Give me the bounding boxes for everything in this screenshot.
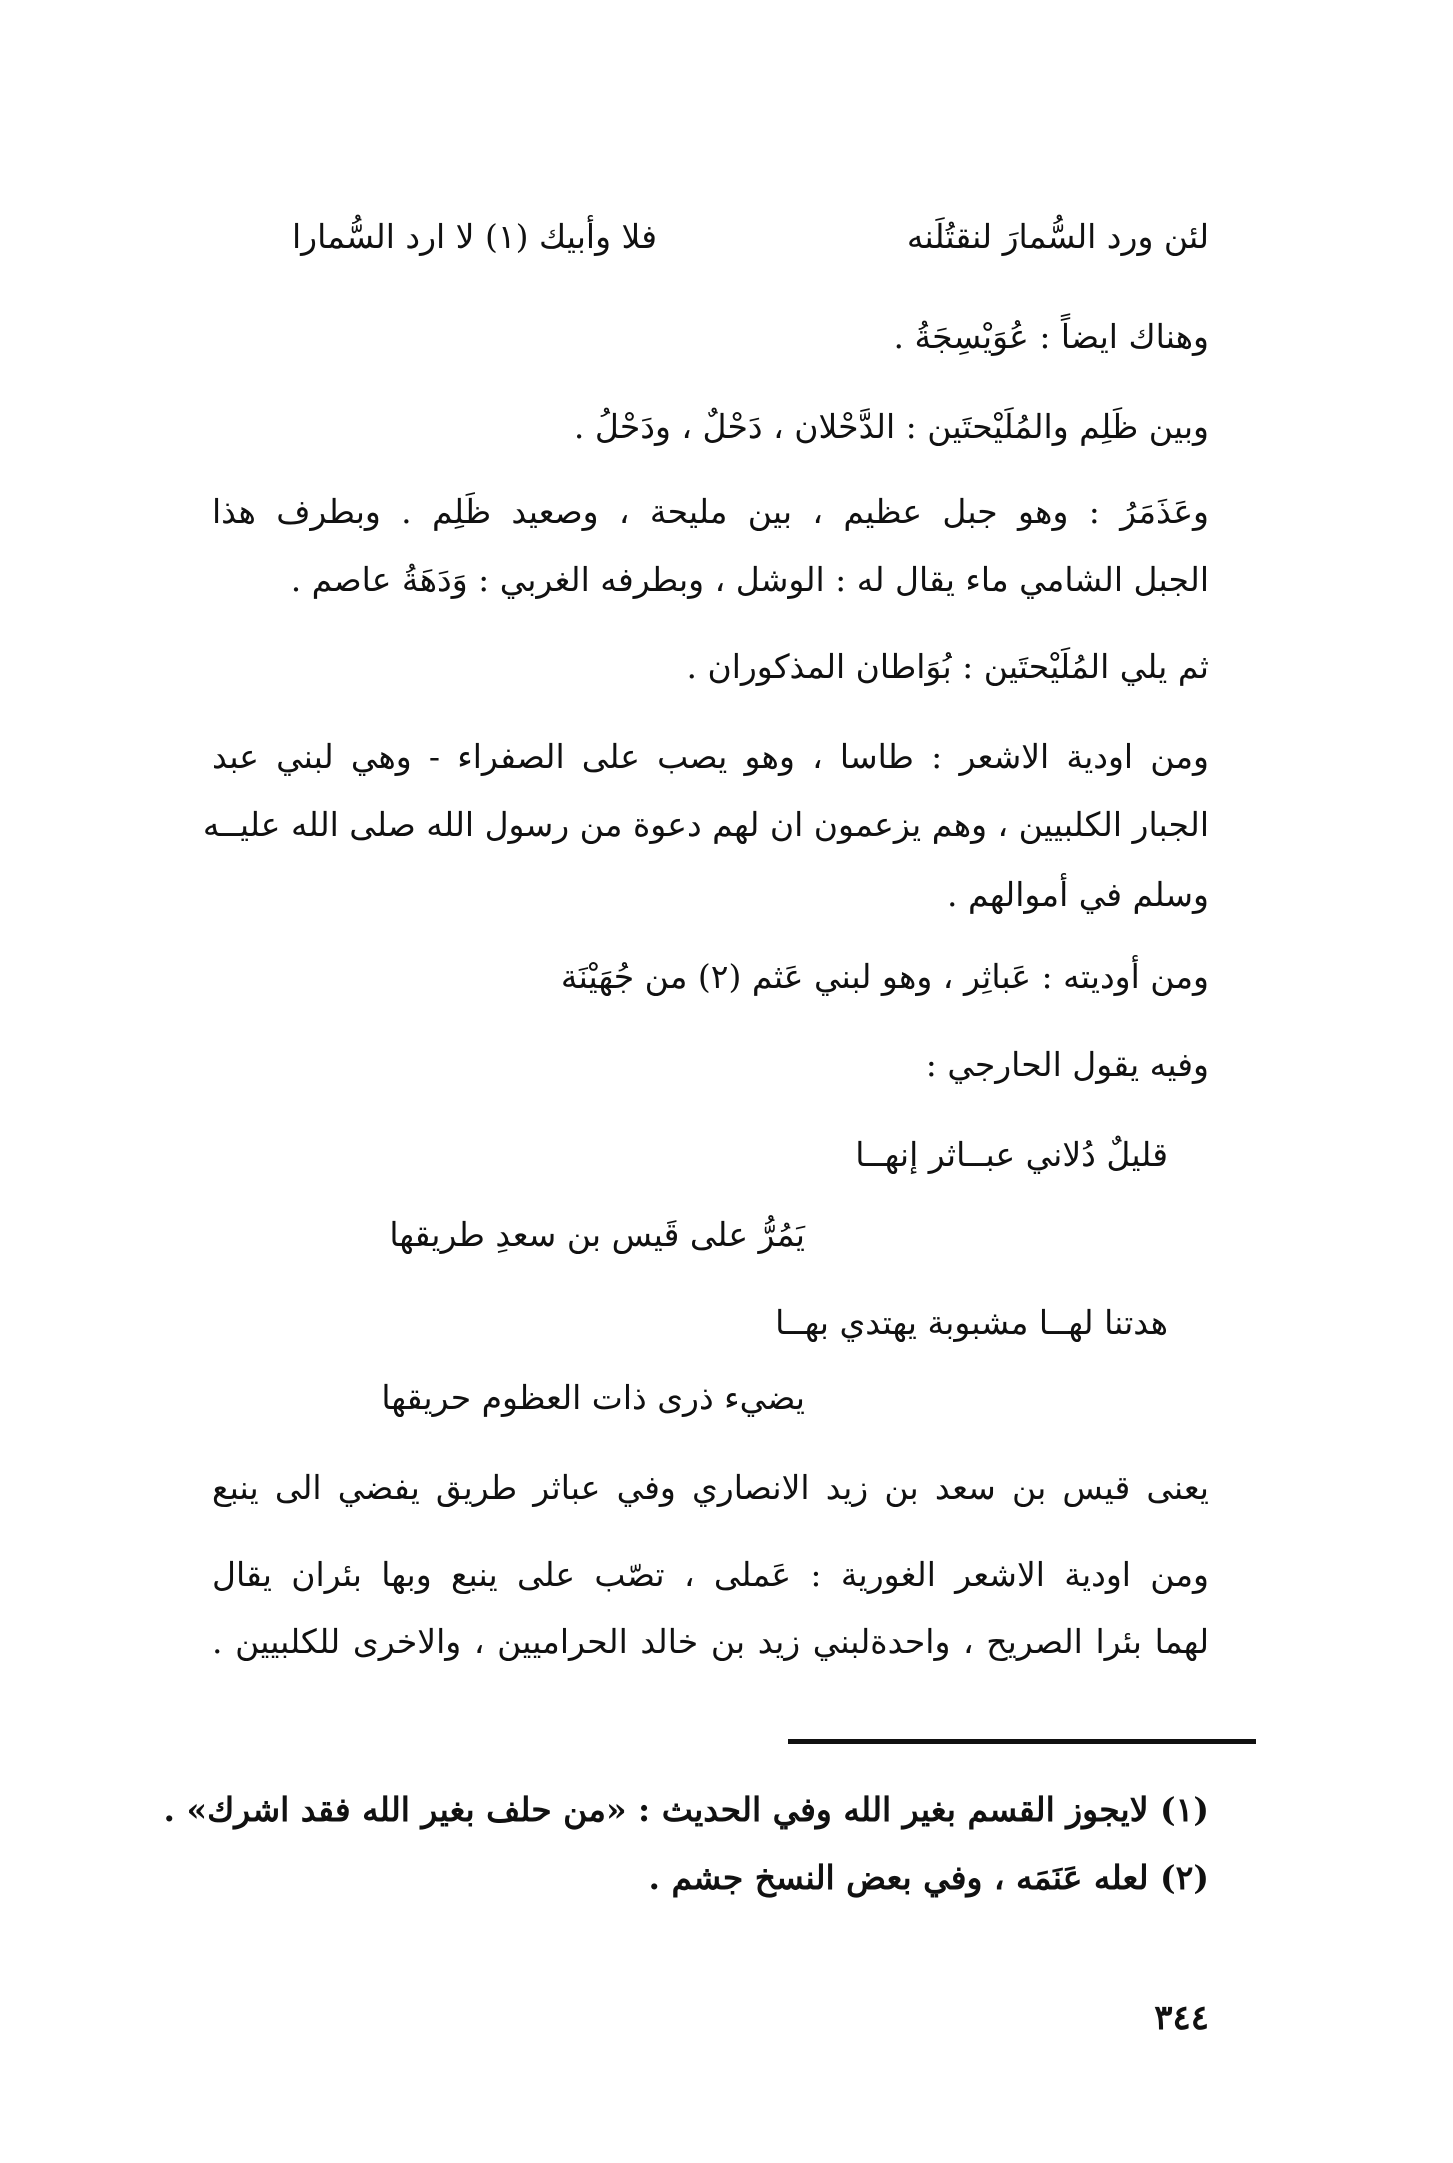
footnote: (٢) لعله عَنَمَه ، وفي بعض النسخ جشم . bbox=[648, 1858, 1209, 1897]
footnote: (١) لايجوز القسم بغير الله وفي الحديث : «من حلف بغير الله فقد اشرك» . bbox=[163, 1790, 1209, 1829]
paragraph-line: يعنى قيس بن سعد بن زيد الانصاري وفي عباثر طريق يفضي الى ينبع bbox=[212, 1468, 1209, 1507]
paragraph-line: ثم يلي المُلَيْحتَين : بُوَاطان المذكوران . bbox=[686, 647, 1209, 686]
verse-hemistich-first: لئن ورد السُّمارَ لنقتُلَنه bbox=[906, 217, 1209, 256]
verse-hemistich-second: فلا وأبيك (١) لا ارد السُّمارا bbox=[292, 217, 657, 256]
paragraph-line: لهما بئرا الصريح ، واحدةلبني زيد بن خالد الحراميين ، والاخرى للكلبيين . bbox=[212, 1622, 1209, 1661]
paragraph-line: الجبل الشامي ماء يقال له : الوشل ، وبطرفه الغربي : وَدَهَةُ عاصم . bbox=[290, 560, 1209, 599]
poem-line: هدتنا لهــا مشبوبة يهتدي بهــا bbox=[775, 1303, 1168, 1342]
paragraph-line: ومن اودية الاشعر : طاسا ، وهو يصب على الصفراء - وهي لبني عبد bbox=[212, 737, 1209, 776]
paragraph-line: وبين ظَلِم والمُلَيْحتَين : الدَّحْلان ، دَحْلٌ ، ودَحْلُ . bbox=[573, 407, 1209, 446]
paragraph-line: ومن اودية الاشعر الغورية : عَملى ، تصّب على ينبع وبها بئران يقال bbox=[212, 1555, 1209, 1594]
poem-line: يَمُرُّ على قَيس بن سعدِ طريقها bbox=[389, 1215, 805, 1254]
paragraph-line: وسلم في أموالهم . bbox=[946, 875, 1209, 914]
paragraph-line: الجبار الكلبيين ، وهم يزعمون ان لهم دعوة من رسول الله صلى الله عليــه bbox=[202, 805, 1209, 844]
poem-line: قليلٌ دُلاني عبــاثر إنهــا bbox=[855, 1135, 1168, 1174]
paragraph-line: وهناك ايضاً : عُوَيْسِجَةُ . bbox=[893, 317, 1209, 356]
poem-line: يضيء ذرى ذات العظوم حريقها bbox=[381, 1378, 805, 1417]
page-number: ٣٤٤ bbox=[1154, 1998, 1209, 2038]
footnote-separator bbox=[788, 1739, 1256, 1744]
paragraph-line: وفيه يقول الحارجي : bbox=[925, 1045, 1209, 1084]
paragraph-line: ومن أوديته : عَباثِر ، وهو لبني عَثم (٢) من جُهَيْنَة bbox=[560, 957, 1209, 996]
paragraph-line: وعَذَمَرُ : وهو جبل عظيم ، بين مليحة ، وصعيد ظَلِم . وبطرف هذا bbox=[212, 492, 1209, 531]
